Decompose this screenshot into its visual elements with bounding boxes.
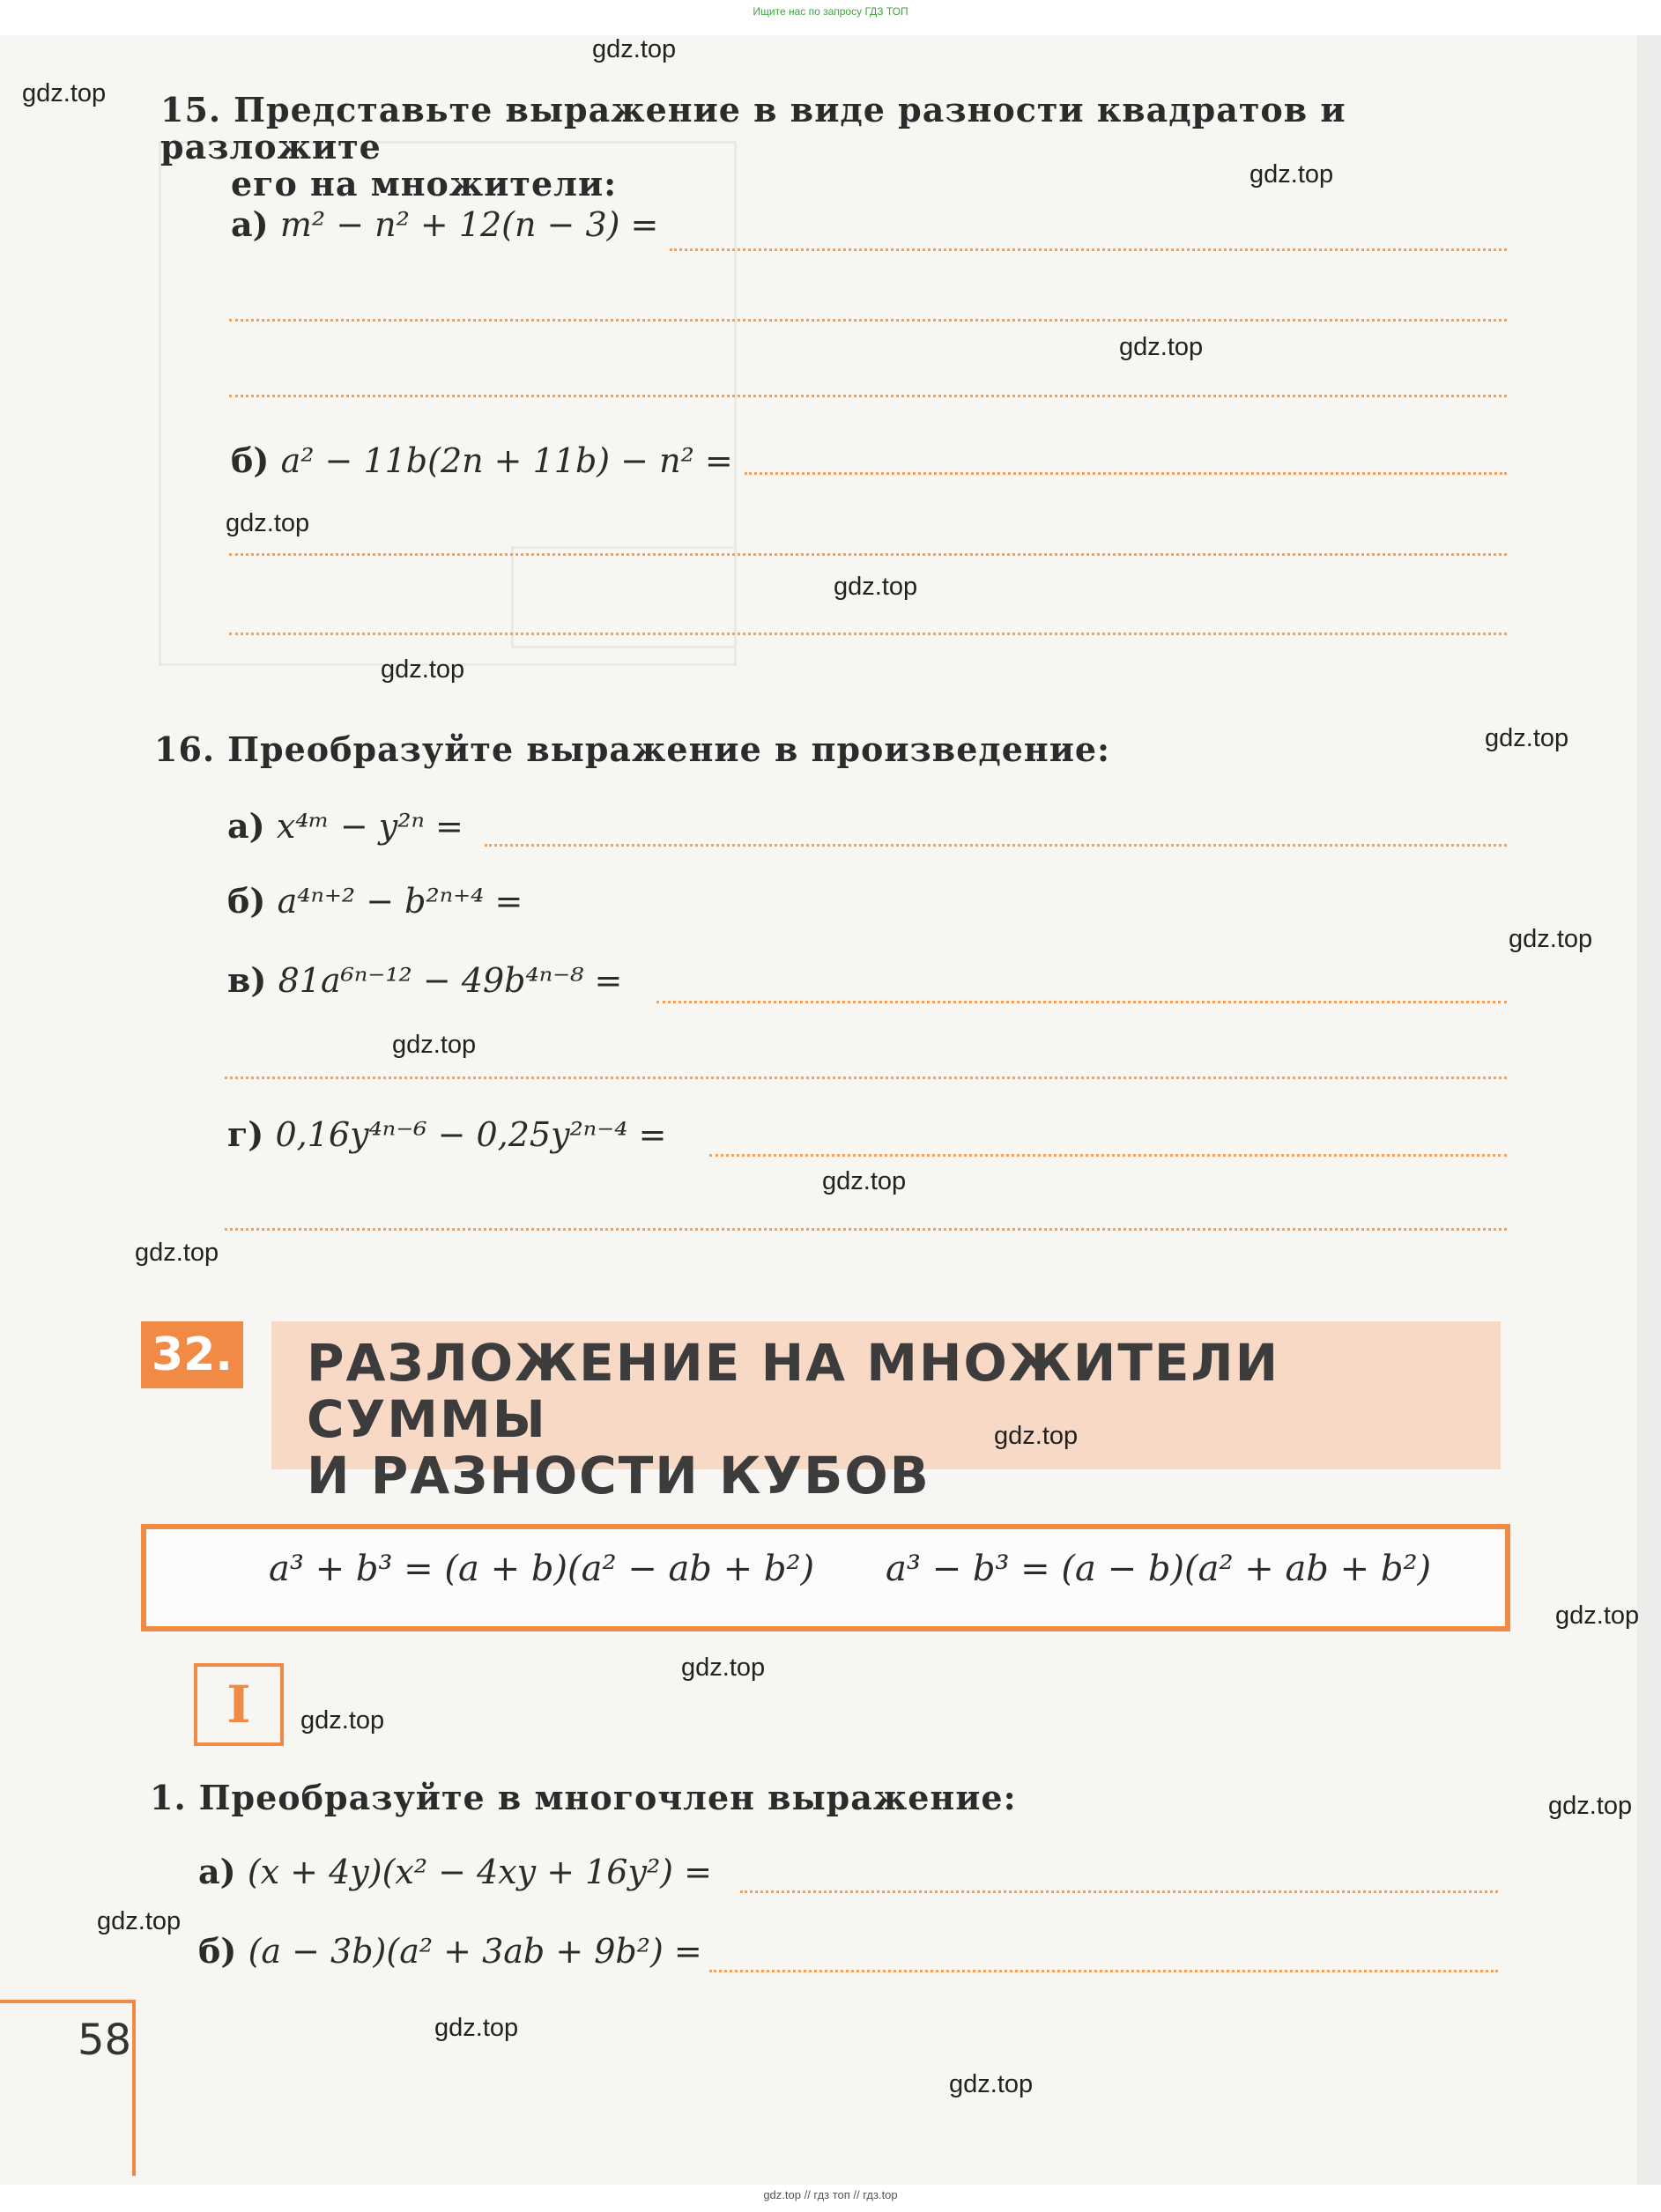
section-number: 32.	[141, 1321, 243, 1388]
task-16c	[227, 960, 622, 1000]
watermark: gdz.top	[1485, 724, 1569, 752]
task-16a-label: а)	[227, 806, 265, 846]
task-1a-label: а)	[198, 1852, 236, 1891]
task-16d-label: г)	[227, 1114, 264, 1154]
answer-line[interactable]	[745, 472, 1507, 475]
watermark: gdz.top	[681, 1653, 766, 1682]
answer-line[interactable]	[656, 1001, 1507, 1003]
answer-line[interactable]	[740, 1890, 1498, 1893]
answer-line[interactable]	[485, 844, 1507, 847]
watermark: gdz.top	[226, 509, 310, 537]
answer-line[interactable]	[229, 319, 1507, 322]
task-16a	[227, 806, 463, 846]
task-15a-label: а)	[231, 204, 269, 244]
task-16c-expression: 81a⁶ⁿ⁻¹² − 49b⁴ⁿ⁻⁸ =	[278, 961, 623, 1000]
section-title	[307, 1335, 1487, 1504]
watermark: gdz.top	[97, 1907, 182, 1935]
answer-line[interactable]	[229, 395, 1507, 397]
task-15a	[231, 204, 658, 244]
task-1b-label: б)	[198, 1931, 237, 1971]
task-16c-label: в)	[227, 960, 267, 1000]
watermark: gdz.top	[1509, 925, 1593, 953]
section-title-line1: РАЗЛОЖЕНИЕ НА МНОЖИТЕЛИ СУММЫ	[307, 1333, 1280, 1449]
watermark: gdz.top	[1548, 1792, 1633, 1820]
task-15b	[231, 440, 733, 480]
watermark: gdz.top	[392, 1031, 477, 1059]
watermark: gdz.top	[300, 1706, 385, 1735]
task-15b-expression: a² − 11b(2n + 11b) − n² =	[280, 441, 733, 480]
answer-line[interactable]	[709, 1970, 1498, 1972]
watermark: gdz.top	[994, 1422, 1079, 1450]
task-16-title	[154, 731, 1110, 768]
task-15a-expression: m² − n² + 12(n − 3) =	[279, 205, 659, 244]
task-15-title-line1: Представьте выражение в виде разности квадратов и разложите	[160, 90, 1346, 166]
watermark: gdz.top	[135, 1239, 219, 1267]
answer-line[interactable]	[709, 1154, 1507, 1157]
task-16b	[227, 881, 523, 921]
task-15-number: 15.	[160, 90, 222, 129]
page-number-rule	[132, 2000, 136, 2176]
answer-line[interactable]	[225, 1076, 1507, 1079]
watermark: gdz.top	[592, 35, 677, 63]
header-search-hint[interactable]: Ищите нас по запросу ГДЗ ТОП	[753, 5, 908, 18]
task-1b	[198, 1931, 702, 1971]
task-1-title	[150, 1779, 1017, 1816]
watermark: gdz.top	[22, 79, 107, 107]
answer-line[interactable]	[670, 248, 1507, 251]
page-edge	[1637, 35, 1661, 2185]
task-1-title-text: Преобразуйте в многочлен выражение:	[198, 1778, 1017, 1817]
page-number: 58	[78, 2016, 132, 2065]
task-15-title-line2: его на множители:	[231, 164, 618, 203]
task-16b-expression: a⁴ⁿ⁺² − b²ⁿ⁺⁴ =	[277, 882, 523, 921]
task-1b-expression: (a − 3b)(a² + 3ab + 9b²) =	[248, 1932, 702, 1971]
watermark: gdz.top	[1119, 333, 1204, 361]
task-16d-expression: 0,16y⁴ⁿ⁻⁶ − 0,25y²ⁿ⁻⁴ =	[275, 1115, 667, 1154]
task-1-number: 1.	[150, 1778, 187, 1817]
watermark: gdz.top	[1249, 160, 1334, 189]
watermark: gdz.top	[822, 1167, 907, 1195]
formula-sum-of-cubes: a³ + b³ = (a + b)(a² − ab + b²)	[269, 1549, 815, 1589]
task-16-number: 16.	[154, 729, 216, 769]
page-number-rule	[0, 2000, 136, 2003]
watermark: gdz.top	[834, 573, 918, 601]
task-1a	[198, 1852, 712, 1891]
task-1a-expression: (x + 4y)(x² − 4xy + 16y²) =	[247, 1853, 712, 1891]
watermark: gdz.top	[1555, 1602, 1640, 1630]
level-badge: I	[194, 1663, 284, 1746]
footer-links[interactable]: gdz.top // гдз топ // гдз.top	[763, 2188, 898, 2201]
task-16a-expression: x⁴ᵐ − y²ⁿ =	[276, 807, 463, 846]
section-title-line2: И РАЗНОСТИ КУБОВ	[307, 1446, 931, 1505]
watermark: gdz.top	[949, 2070, 1034, 2098]
task-16-title-text: Преобразуйте выражение в произведение:	[227, 729, 1111, 769]
answer-line[interactable]	[225, 1228, 1507, 1231]
answer-line[interactable]	[229, 633, 1507, 635]
watermark: gdz.top	[434, 2014, 519, 2042]
answer-line[interactable]	[229, 553, 1507, 556]
task-16d	[227, 1114, 666, 1154]
task-15b-label: б)	[231, 440, 270, 480]
formula-difference-of-cubes: a³ − b³ = (a − b)(a² + ab + b²)	[886, 1549, 1432, 1589]
watermark: gdz.top	[381, 655, 465, 684]
task-16b-label: б)	[227, 881, 266, 921]
